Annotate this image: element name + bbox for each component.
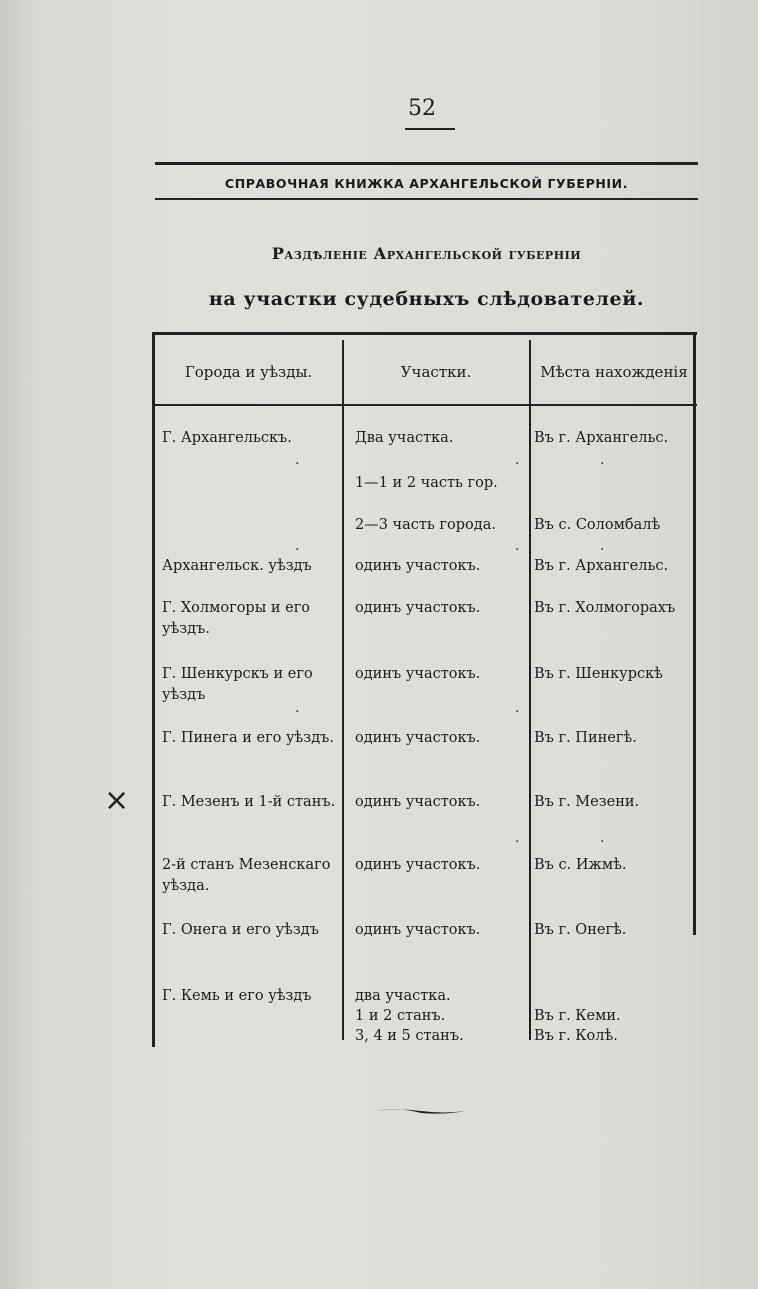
- table-row-district: 3, 4 и 5 станъ.: [355, 1028, 464, 1044]
- section-title: Раздѣленіе Архангельской губерніи: [271, 244, 582, 263]
- header-rule-bottom: [155, 198, 698, 200]
- table-row-place: Въ г. Онегѣ.: [534, 922, 627, 938]
- table-row-city: Г. Холмогоры и его уѣздъ.: [162, 600, 311, 637]
- table-row-city: Г. Онега и его уѣздъ: [162, 922, 319, 938]
- table-row-city: Г. Пинега и его уѣздъ.: [162, 730, 334, 746]
- header-rule-top: [155, 162, 698, 165]
- table-row-place: Въ с. Ижмѣ.: [534, 857, 627, 873]
- header-cities: Города и уѣзды.: [184, 363, 313, 381]
- table-column-divider-1: [342, 340, 344, 1040]
- table-top-rule: [152, 332, 697, 335]
- table-column-divider-2: [529, 340, 531, 1040]
- table-row-place: Въ г. Кеми.: [534, 1008, 621, 1024]
- table-right-border: [693, 335, 696, 935]
- table-row-district: одинъ участокъ.: [355, 857, 481, 873]
- table-row-place: Въ г. Шенкурскѣ: [534, 666, 663, 682]
- header-districts: Участки.: [400, 363, 472, 381]
- table-row-city: Г. Кемь и его уѣздъ: [162, 988, 312, 1004]
- table-row-district: 2—3 часть города.: [355, 517, 496, 533]
- section-subtitle: на участки судебныхъ слѣдователей.: [208, 288, 645, 310]
- leader-dot: .: [515, 538, 520, 554]
- leader-dot: .: [515, 700, 520, 716]
- table-row-city: Архангельск. уѣздъ: [162, 558, 312, 574]
- table-row-district: 1 и 2 станъ.: [355, 1008, 446, 1024]
- running-header: СПРАВОЧНАЯ КНИЖКА АРХАНГЕЛЬСКОЙ ГУБЕРНІИ.: [224, 176, 629, 191]
- table-row-district: 1—1 и 2 часть гор.: [355, 475, 498, 491]
- leader-dot: .: [295, 700, 300, 716]
- leader-dot: .: [600, 452, 605, 468]
- leader-dot: .: [515, 452, 520, 468]
- table-row-district: одинъ участокъ.: [355, 922, 481, 938]
- page-number-rule: [405, 128, 455, 130]
- table-row-city: Г. Шенкурскъ и его уѣздъ: [162, 666, 313, 703]
- margin-pencil-mark: ×: [104, 783, 130, 818]
- table-row-district: одинъ участокъ.: [355, 794, 481, 810]
- table-row-district: одинъ участокъ.: [355, 666, 481, 682]
- table-row-place: Въ г. Колѣ.: [534, 1028, 618, 1044]
- table-left-border: [152, 335, 155, 1047]
- table-row-place: Въ г. Пинегѣ.: [534, 730, 637, 746]
- table-row-place: Въ с. Соломбалѣ: [534, 517, 661, 533]
- table-row-district: Два участка.: [355, 430, 454, 446]
- table-header-rule: [152, 404, 697, 406]
- table-row-district: одинъ участокъ.: [355, 730, 481, 746]
- table-row-district: два участка.: [355, 988, 451, 1004]
- page-number: 52: [408, 96, 436, 121]
- leader-dot: .: [600, 538, 605, 554]
- table-row-place: Въ г. Архангельс.: [534, 558, 669, 574]
- table-row-place: Въ г. Архангельс.: [534, 430, 669, 446]
- leader-dot: .: [600, 830, 605, 846]
- leader-dot: .: [295, 538, 300, 554]
- table-row-place: Въ г. Холмогорахъ: [534, 600, 676, 616]
- table-row-city: Г. Мезенъ и 1-й станъ.: [162, 794, 336, 810]
- table-row-district: одинъ участокъ.: [355, 600, 481, 616]
- tail-ornament: [376, 1104, 466, 1118]
- leader-dot: .: [515, 830, 520, 846]
- table-row-city: 2-й станъ Мезенскаго уѣзда.: [162, 857, 331, 894]
- table-row-city: Г. Архангельскъ.: [162, 430, 292, 446]
- table-row-district: одинъ участокъ.: [355, 558, 481, 574]
- table-row-place: Въ г. Мезени.: [534, 794, 640, 810]
- leader-dot: .: [295, 452, 300, 468]
- header-places: Мѣста нахожденія: [540, 363, 688, 381]
